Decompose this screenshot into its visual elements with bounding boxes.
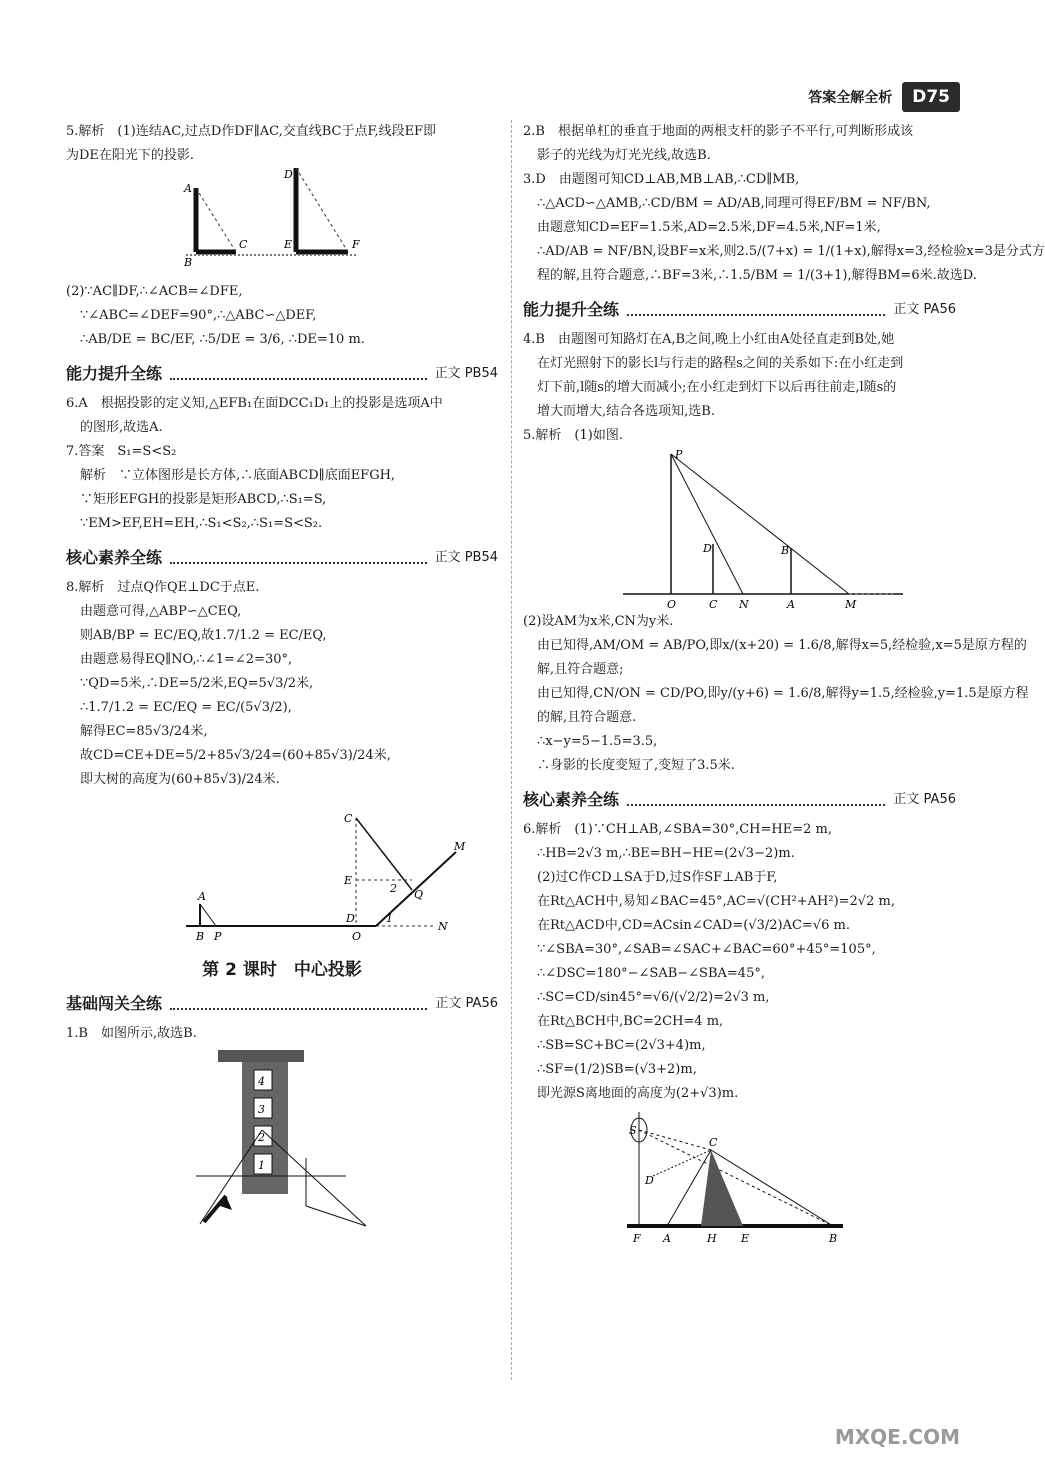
answer-5-part2-right bbox=[523, 610, 1029, 778]
lesson-title: 第 2 课时 中心投影 bbox=[202, 960, 362, 980]
text-line: 解得EC=85√3/24米, bbox=[80, 724, 208, 739]
section-ref: 正文 PB54 bbox=[434, 366, 498, 381]
section-title: 核心素养全练 bbox=[66, 548, 163, 567]
label-e: E bbox=[741, 1232, 750, 1245]
text-line: ∴AB/DE = BC/EF, ∴5/DE = 3/6, ∴DE=10 m. bbox=[80, 332, 365, 347]
label-a: A bbox=[663, 1232, 671, 1245]
section-title: 能力提升全练 bbox=[523, 300, 620, 319]
text-line: 5.解析 (1)如图. bbox=[523, 428, 623, 443]
label-a: A bbox=[198, 890, 206, 903]
text-line: ∴AD/AB = NF/BN,设BF=x米,则2.5/(7+x) = 1/(1+x),解得x=3,经检验x=3是分式方 bbox=[537, 244, 1045, 259]
right-column bbox=[523, 120, 1045, 1246]
text-line: ∵矩形EFGH的投影是矩形ABCD,∴S₁=S, bbox=[80, 492, 327, 507]
text-line: 为DE在阳光下的投影. bbox=[66, 148, 195, 163]
left-column bbox=[66, 120, 498, 1246]
section-dots bbox=[170, 1008, 427, 1010]
answer-2 bbox=[523, 120, 956, 168]
label-c: C bbox=[239, 238, 248, 251]
section-title: 能力提升全练 bbox=[66, 364, 163, 383]
text-line: ∴1.7/1.2 = EC/EQ = EC/(5√3/2), bbox=[80, 700, 292, 715]
text-line: 由已知得,CN/ON = CD/PO,即y/(y+6) = 1.6/8,解得y=1.5,经检验,y=1.5是原方程 bbox=[537, 686, 1029, 701]
section-dots bbox=[627, 804, 885, 806]
watermark: MXQE.COM bbox=[834, 1425, 960, 1449]
section-title: 基础闯关全练 bbox=[66, 994, 163, 1013]
section-dots bbox=[170, 378, 427, 380]
answer-6-right bbox=[523, 818, 956, 1106]
answer-1 bbox=[66, 1022, 498, 1046]
page-number-badge: D75 bbox=[902, 82, 960, 112]
label-o: O bbox=[667, 598, 677, 611]
label-c: C bbox=[709, 1136, 718, 1149]
text-line: 的解,且符合题意. bbox=[537, 710, 637, 725]
answer-6 bbox=[66, 392, 498, 440]
text-line: 增大而增大,结合各选项知,选B. bbox=[537, 404, 715, 419]
arrow-shaft bbox=[204, 1196, 226, 1222]
text-line: 6.解析 (1)∵CH⊥AB,∠SBA=30°,CH=HE=2 m, bbox=[523, 822, 832, 837]
section-header bbox=[66, 992, 498, 1016]
label-c: C bbox=[344, 812, 353, 825]
text-line: 8.解析 过点Q作QE⊥DC于点E. bbox=[66, 580, 260, 595]
label-d: D bbox=[284, 168, 293, 181]
label-e: E bbox=[344, 874, 353, 887]
label-b: B bbox=[781, 544, 790, 557]
label-angle1: 1 bbox=[386, 912, 393, 925]
label-f: F bbox=[633, 1232, 641, 1245]
perp-cd bbox=[653, 1150, 711, 1176]
label-m: M bbox=[845, 598, 857, 611]
text-line: 的图形,故选A. bbox=[80, 420, 163, 435]
section-header bbox=[66, 546, 498, 570]
text-line: ∴∠DSC=180°−∠SAB−∠SBA=45°, bbox=[537, 966, 765, 981]
answer-3 bbox=[523, 168, 1045, 288]
section-header bbox=[523, 788, 956, 812]
label-d: D bbox=[346, 912, 355, 925]
text-line: 1.B 如图所示,故选B. bbox=[66, 1026, 197, 1041]
text-line: 7.答案 S₁=S<S₂ bbox=[66, 444, 177, 459]
ray-ac bbox=[196, 188, 236, 252]
label-p: P bbox=[214, 930, 222, 943]
label-angle2: 2 bbox=[390, 882, 397, 895]
text-line: 解,且符合题意; bbox=[537, 662, 624, 677]
label-e: E bbox=[284, 238, 293, 251]
answer-5-part2 bbox=[66, 280, 498, 352]
label-d: D bbox=[645, 1174, 654, 1187]
text-line: ∴x−y=5−1.5=3.5, bbox=[537, 734, 658, 749]
figure-shadow-diagram bbox=[176, 168, 476, 280]
text-line: ∴身影的长度变短了,变短了3.5米. bbox=[537, 758, 735, 773]
text-line: ∵QD=5米,∴DE=5/2米,EQ=5√3/2米, bbox=[80, 676, 314, 691]
label-c: C bbox=[709, 598, 718, 611]
text-line: 则AB/BP = EC/EQ,故1.7/1.2 = EC/EQ, bbox=[80, 628, 327, 643]
floor-2: 2 bbox=[258, 1131, 265, 1144]
section-dots bbox=[627, 314, 885, 316]
label-b: B bbox=[829, 1232, 838, 1245]
label-b: B bbox=[196, 930, 205, 943]
text-line: 3.D 由题图可知CD⊥AB,MB⊥AB,∴CD∥MB, bbox=[523, 172, 800, 187]
answer-7 bbox=[66, 440, 498, 536]
ray-df bbox=[296, 168, 348, 252]
section-ref: 正文 PA56 bbox=[893, 302, 956, 317]
text-line: 5.解析 (1)连结AC,过点D作DF∥AC,交直线BC于点F,线段EF即 bbox=[66, 124, 437, 139]
ray-ap bbox=[200, 904, 216, 926]
text-line: 灯下前,l随s的增大而减小;在小红走到灯下以后再往前走,l随s的 bbox=[537, 380, 897, 395]
section-dots bbox=[170, 562, 427, 564]
text-line: 解析 ∵立体图形是长方体,∴底面ABCD∥底面EFGH, bbox=[80, 468, 396, 483]
text-line: 2.B 根据单杠的垂直于地面的两根支杆的影子不平行,可判断形成该 bbox=[523, 124, 914, 139]
text-line: ∵EM>EF,EH=EH,∴S₁<S₂,∴S₁=S<S₂. bbox=[80, 516, 323, 531]
label-n: N bbox=[438, 920, 448, 933]
text-line: 影子的光线为灯光光线,故选B. bbox=[537, 148, 711, 163]
label-h: H bbox=[707, 1232, 717, 1245]
text-line: (2)∵AC∥DF,∴∠ACB=∠DFE, bbox=[66, 284, 243, 299]
text-line: ∴SF=(1/2)SB=(√3+2)m, bbox=[537, 1062, 697, 1077]
label-m: M bbox=[454, 840, 466, 853]
section-header bbox=[66, 362, 498, 386]
text-line: ∴SC=CD/sin45°=√6/(√2/2)=2√3 m, bbox=[537, 990, 770, 1005]
section-title: 核心素养全练 bbox=[523, 790, 620, 809]
page-header bbox=[808, 82, 960, 112]
column-divider bbox=[511, 120, 512, 1380]
text-line: ∴HB=2√3 m,∴BE=BH−HE=(2√3−2)m. bbox=[537, 846, 795, 861]
text-line: (2)设AM为x米,CN为y米. bbox=[523, 614, 674, 629]
section-header bbox=[523, 298, 956, 322]
text-line: 即大树的高度为(60+85√3)/24米. bbox=[80, 772, 280, 787]
text-line: 程的解,且符合题意,∴BF=3米,∴1.5/BM = 1/(3+1),解得BM=6米.故选D. bbox=[537, 268, 977, 283]
ray-pn bbox=[671, 454, 743, 594]
floor-4: 4 bbox=[258, 1075, 265, 1088]
text-line: ∴SB=SC+BC=(2√3+4)m, bbox=[537, 1038, 706, 1053]
label-b: B bbox=[184, 256, 193, 269]
label-n: N bbox=[739, 598, 749, 611]
text-line: 故CD=CE+DE=5/2+85√3/24=(60+85√3)/24米, bbox=[80, 748, 391, 763]
label-q: Q bbox=[414, 888, 424, 901]
text-line: 在Rt△ACH中,易知∠BAC=45°,AC=√(CH²+AH²)=2√2 m, bbox=[537, 894, 895, 909]
text-line: 在Rt△BCH中,BC=2CH=4 m, bbox=[537, 1014, 724, 1029]
ray-sc bbox=[639, 1130, 711, 1150]
figure-light-source bbox=[623, 1106, 923, 1246]
text-line: 由题意知CD=EF=1.5米,AD=2.5米,DF=4.5米,NF=1米, bbox=[537, 220, 881, 235]
shaded-triangle bbox=[701, 1150, 743, 1226]
label-a: A bbox=[787, 598, 795, 611]
floor-3: 3 bbox=[258, 1103, 265, 1116]
header-label: 答案全解全析 bbox=[808, 90, 893, 106]
text-line: ∴△ACD∽△AMB,∴CD/BM = AD/AB,同理可得EF/BM = NF/BN, bbox=[537, 196, 931, 211]
ray-pm bbox=[671, 454, 849, 594]
figure-lamp-shadow bbox=[563, 448, 923, 610]
text-line: 由题意易得EQ∥NO,∴∠1=∠2=30°, bbox=[80, 652, 293, 667]
text-line: 在Rt△ACD中,CD=ACsin∠CAD=(√3/2)AC=√6 m. bbox=[537, 918, 850, 933]
text-line: 即光源S离地面的高度为(2+√3)m. bbox=[537, 1086, 739, 1101]
figure-tree-shadow bbox=[176, 792, 476, 952]
floor-1: 1 bbox=[258, 1159, 265, 1172]
answer-4 bbox=[523, 328, 956, 424]
ray-cq bbox=[356, 818, 412, 890]
tower-cap bbox=[218, 1050, 304, 1062]
text-line: (2)过C作CD⊥SA于D,过S作SF⊥AB于F, bbox=[537, 870, 778, 885]
answer-5 bbox=[66, 120, 498, 168]
text-line: 在灯光照射下的影长l与行走的路程s之间的关系如下:在小红走到 bbox=[537, 356, 904, 371]
label-d: D bbox=[703, 542, 712, 555]
label-o: O bbox=[352, 930, 362, 943]
text-line: 由题意可得,△ABP∽△CEQ, bbox=[80, 604, 242, 619]
answer-8 bbox=[66, 576, 498, 792]
text-line: ∵∠SBA=30°,∠SAB=∠SAC+∠BAC=60°+45°=105°, bbox=[537, 942, 876, 957]
text-line: 4.B 由题图可知路灯在A,B之间,晚上小红由A处径直走到B处,她 bbox=[523, 332, 895, 347]
label-p: P bbox=[675, 448, 683, 461]
section-ref: 正文 PA56 bbox=[893, 792, 956, 807]
text-line: 由已知得,AM/OM = AB/PO,即x/(x+20) = 1.6/8,解得x=5,经检验,x=5是原方程的 bbox=[537, 638, 1027, 653]
label-a: A bbox=[184, 182, 192, 195]
text-line: ∵∠ABC=∠DEF=90°,∴△ABC∽△DEF, bbox=[80, 308, 317, 323]
figure-tower-shadow bbox=[166, 1046, 466, 1246]
label-f: F bbox=[352, 238, 360, 251]
text-line: 6.A 根据投影的定义知,△EFB₁在面DCC₁D₁上的投影是选项A中 bbox=[66, 396, 443, 411]
section-ref: 正文 PA56 bbox=[435, 996, 498, 1011]
answer-5-right bbox=[523, 424, 956, 448]
section-ref: 正文 PB54 bbox=[434, 550, 498, 565]
post-shadow bbox=[306, 1206, 366, 1226]
label-s: S bbox=[629, 1124, 637, 1137]
